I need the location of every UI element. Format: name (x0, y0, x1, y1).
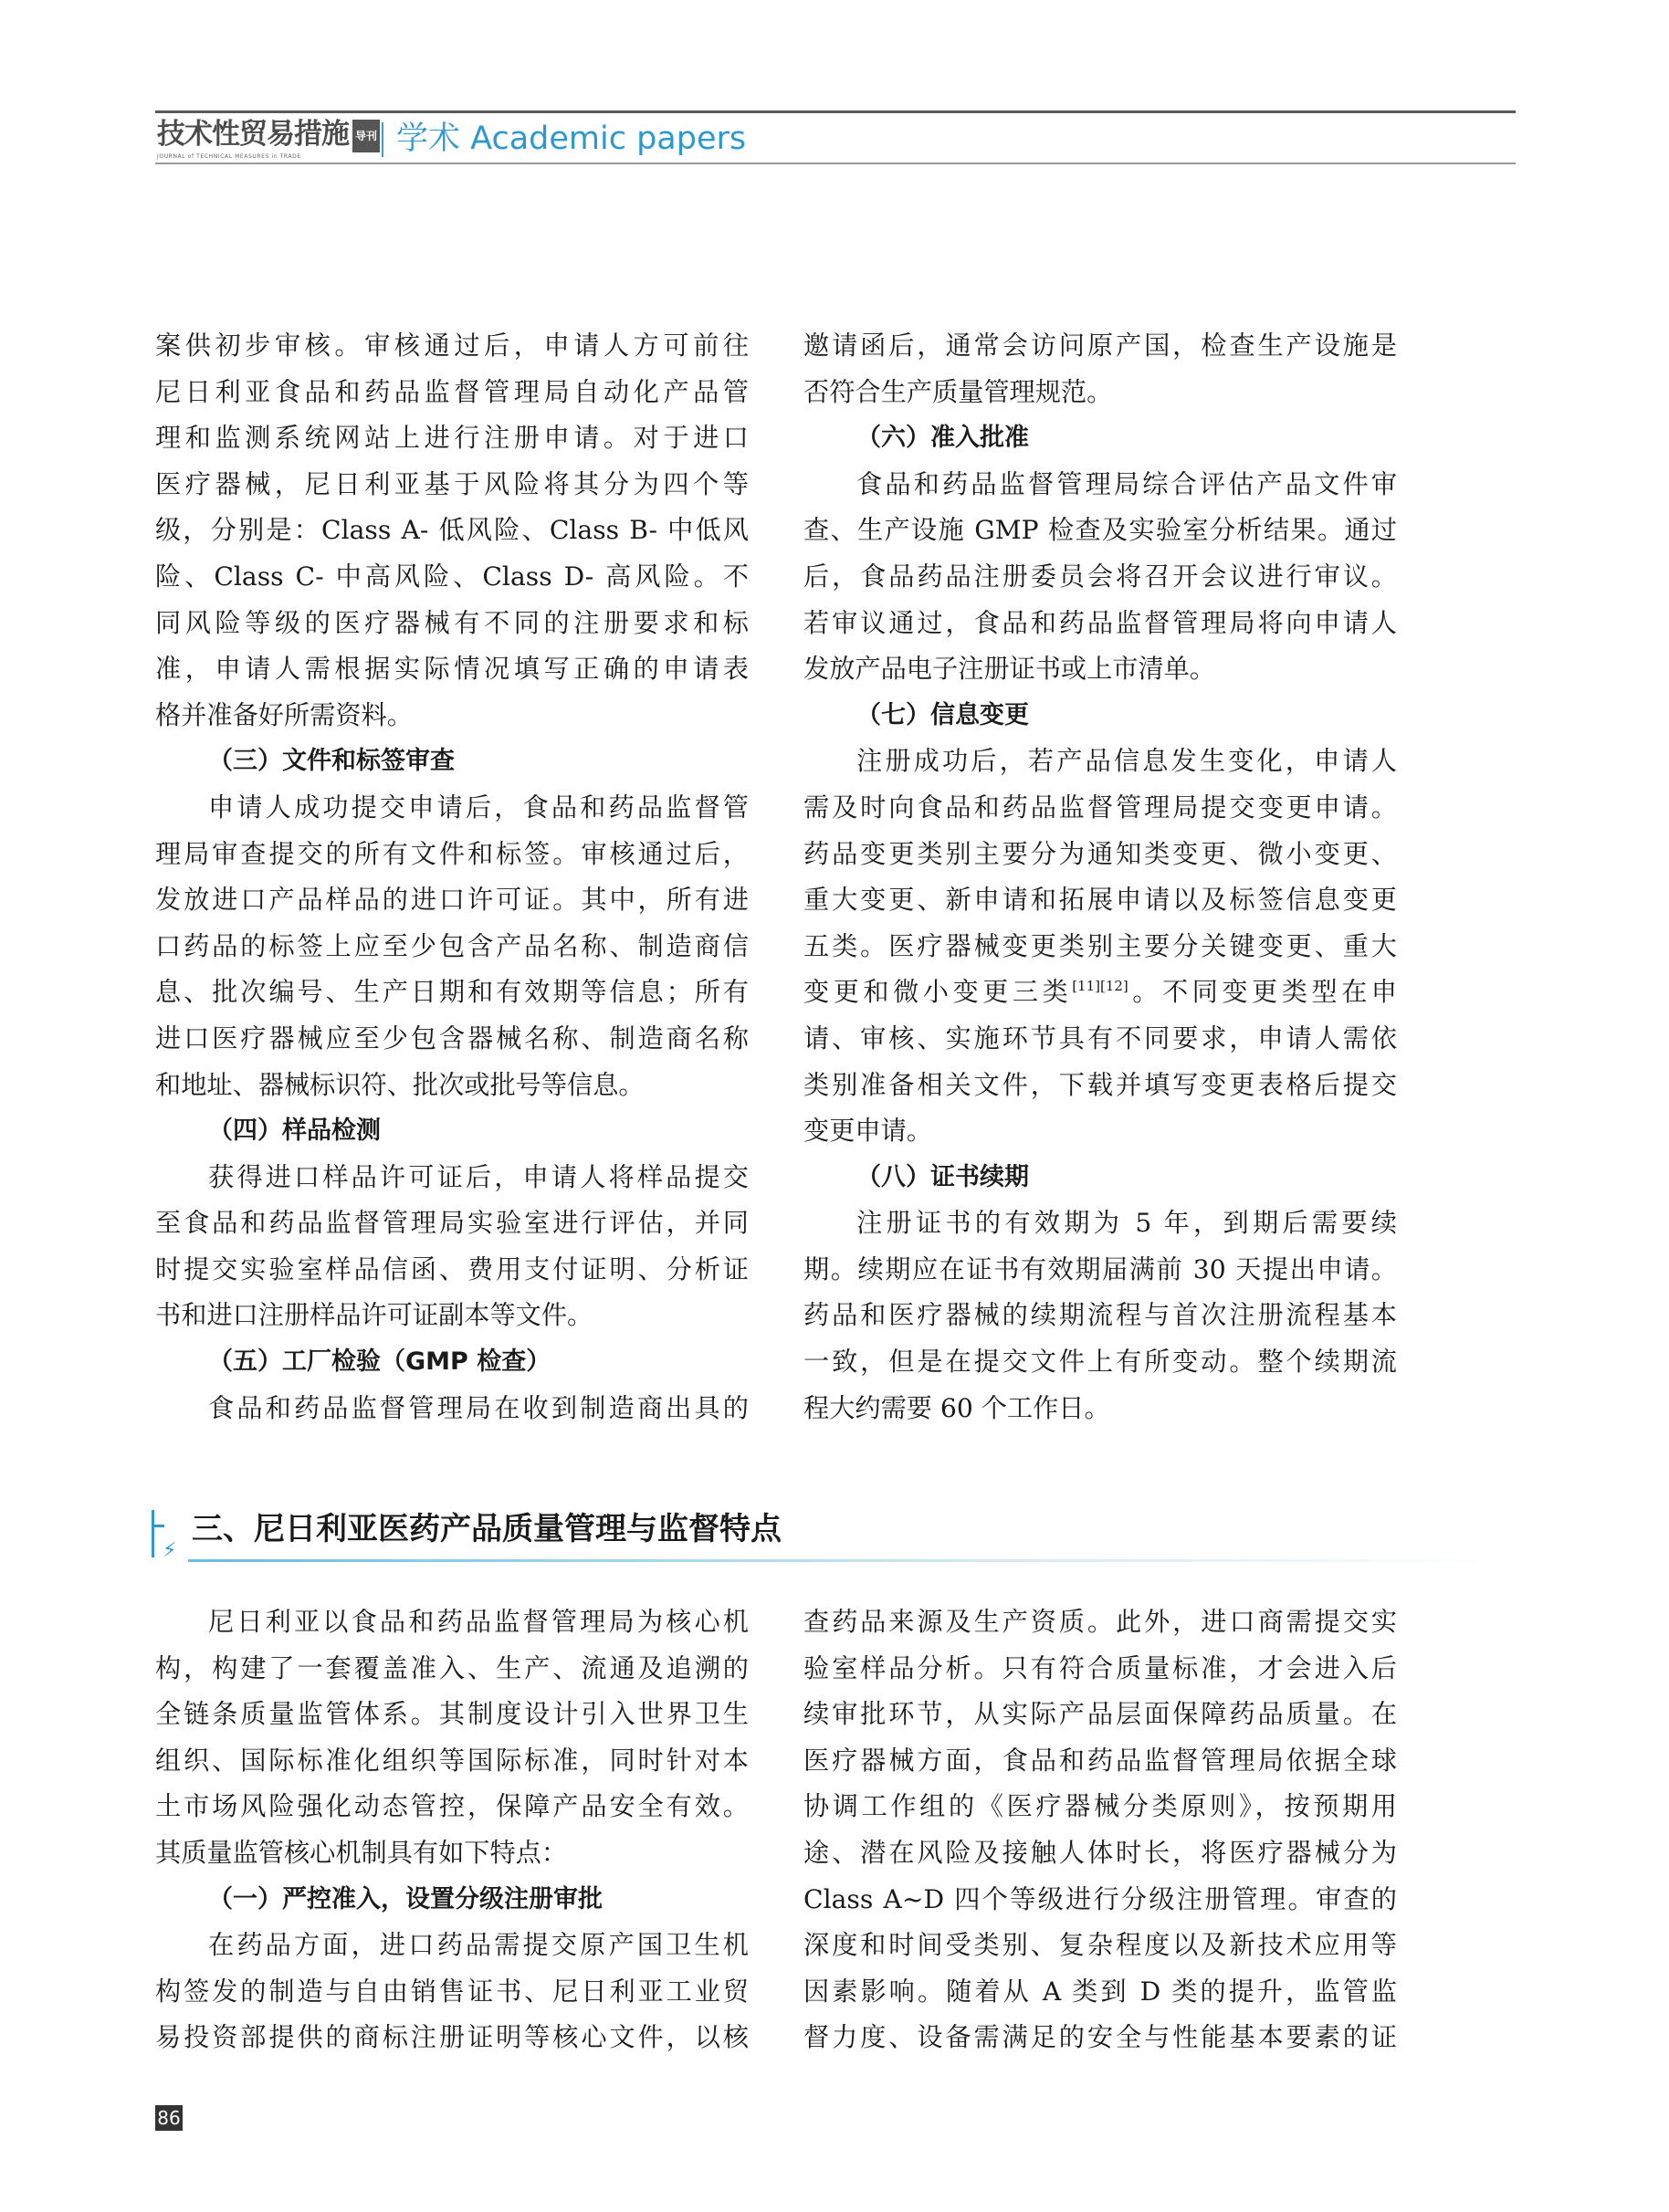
journal-badge: 导刊 (352, 120, 380, 152)
paragraph-line: 发放进口产品样品的进口许可证。其中，所有进 (155, 885, 749, 916)
subheading: （八）证书续期 (856, 1162, 1029, 1191)
journal-name-cn: 技术性贸易措施 (157, 118, 349, 151)
header-top-rule (155, 110, 1516, 113)
paragraph-line: 途、潜在风险及接触人体时长，将医疗器械分为 (803, 1837, 1397, 1868)
paragraph-line: 邀请函后，通常会访问原产国，检查生产设施是 (803, 330, 1397, 361)
paragraph-line: 食品和药品监督管理局在收到制造商出具的 (208, 1392, 749, 1423)
paragraph-line: 理局审查提交的所有文件和标签。审核通过后， (155, 838, 749, 869)
paragraph-line: 尼日利亚以食品和药品监督管理局为核心机 (208, 1607, 749, 1637)
top-left-column (155, 323, 749, 1431)
bottom-right-column (803, 1599, 1397, 2061)
paragraph-line: 获得进口样品许可证后，申请人将样品提交 (208, 1161, 749, 1192)
paragraph-line: 药品和医疗器械的续期流程与首次注册流程基本 (803, 1300, 1397, 1331)
paragraph-line: 其质量监管核心机制具有如下特点： (155, 1837, 568, 1868)
paragraph-line: 查药品来源及生产资质。此外，进口商需提交实 (803, 1607, 1397, 1637)
paragraph-line: Class A~D 四个等级进行分级注册管理。审查的 (803, 1883, 1397, 1914)
subheading: （一）严控准入，设置分级注册审批 (208, 1884, 603, 1913)
paragraph-line: 全链条质量监管体系。其制度设计引入世界卫生 (155, 1699, 749, 1730)
subheading: （七）信息变更 (856, 700, 1029, 729)
top-right-column (803, 323, 1397, 1431)
paragraph-line: 程大约需要 60 个工作日。 (803, 1392, 1110, 1423)
paragraph-line: 格并准备好所需资料。 (155, 699, 413, 730)
paragraph-line: 验室样品分析。只有符合质量标准，才会进入后 (803, 1652, 1397, 1683)
paragraph-segment: 。不同变更类型在申 (1128, 977, 1397, 1008)
paragraph-line: 药品变更类别主要分为通知类变更、微小变更、 (803, 838, 1397, 869)
paragraph-line: 在药品方面，进口药品需提交原产国卫生机 (208, 1930, 749, 1961)
paragraph-line: 土市场风险强化动态管控，保障产品安全有效。 (155, 1791, 749, 1822)
heading-tick (152, 1525, 164, 1527)
subheading: （六）准入批准 (856, 424, 1029, 453)
paragraph-line: 督力度、设备需满足的安全与性能基本要素的证 (803, 2022, 1397, 2053)
paragraph-segment: 变更和微小变更三类 (803, 977, 1073, 1008)
paragraph-line: 若审议通过，食品和药品监督管理局将向申请人 (803, 607, 1397, 638)
citation-ref[interactable]: [11][12] (1072, 978, 1128, 995)
paragraph-line: 级，分别是：Class A- 低风险、Class B- 中低风 (155, 515, 749, 546)
paragraph-line: 深度和时间受类别、复杂程度以及新技术应用等 (803, 1930, 1397, 1961)
paragraph-line: 至食品和药品监督管理局实验室进行评估，并同 (155, 1208, 749, 1239)
section-title: 三、尼日利亚医药产品质量管理与监督特点 (192, 1511, 782, 1547)
paragraph-line: 注册成功后，若产品信息发生变化，申请人 (856, 746, 1397, 777)
paragraph-line: 组织、国际标准化组织等国际标准，同时针对本 (155, 1745, 749, 1776)
paragraph-line: 易投资部提供的商标注册证明等核心文件，以核 (155, 2022, 749, 2053)
subheading: （三）文件和标签审查 (208, 747, 455, 776)
heading-bar (152, 1510, 154, 1557)
journal-name-en: JOURNAL of TECHNICAL MEASURES in TRADE (157, 152, 301, 160)
paragraph-line: 险、Class C- 中高风险、Class D- 高风险。不 (155, 561, 749, 592)
paragraph-line: 构签发的制造与自由销售证书、尼日利亚工业贸 (155, 1976, 749, 2007)
section-heading (152, 1504, 1521, 1568)
paragraph-line: 需及时向食品和药品监督管理局提交变更申请。 (803, 791, 1397, 823)
paragraph-line: 书和进口注册样品许可证副本等文件。 (155, 1300, 593, 1331)
subheading: （五）工厂检验（GMP 检查） (208, 1347, 551, 1377)
paragraph-line: 和地址、器械标识符、批次或批号等信息。 (155, 1069, 645, 1100)
header-bottom-rule (155, 162, 1516, 164)
paragraph-line: 息、批次编号、生产日期和有效期等信息；所有 (155, 977, 749, 1008)
paragraph-line: 期。续期应在证书有效期届满前 30 天提出申请。 (803, 1253, 1397, 1284)
paragraph-line: 查、生产设施 GMP 检查及实验室分析结果。通过 (803, 515, 1397, 546)
heading-underline (188, 1559, 1503, 1562)
section-tag: 学术 Academic papers (396, 121, 747, 157)
journal-logo (157, 119, 376, 161)
paragraph-line: 案供初步审核。审核通过后，申请人方可前往 (155, 330, 749, 361)
paragraph-line: 注册证书的有效期为 5 年，到期后需要续 (856, 1208, 1397, 1239)
paragraph-line: 类别准备相关文件，下载并填写变更表格后提交 (803, 1069, 1397, 1100)
paragraph-line: 理和监测系统网站上进行注册申请。对于进口 (155, 423, 749, 454)
header-divider (382, 122, 383, 157)
paragraph-line (803, 970, 1397, 1016)
paragraph-line: 食品和药品监督管理局综合评估产品文件审 (856, 468, 1397, 499)
paragraph-line: 发放产品电子注册证书或上市清单。 (803, 654, 1216, 685)
lightning-icon: ⚡ (163, 1539, 177, 1562)
paragraph-line: 准，申请人需根据实际情况填写正确的申请表 (155, 654, 749, 685)
paragraph-line: 医疗器械，尼日利亚基于风险将其分为四个等 (155, 468, 749, 499)
paragraph-line: 后，食品药品注册委员会将召开会议进行审议。 (803, 561, 1397, 592)
subheading: （四）样品检测 (208, 1116, 381, 1146)
paragraph-line: 变更申请。 (803, 1116, 932, 1147)
paragraph-line: 一致，但是在提交文件上有所变动。整个续期流 (803, 1347, 1397, 1378)
paragraph-line: 因素影响。随着从 A 类到 D 类的提升，监管监 (803, 1976, 1397, 2007)
paragraph-line: 续审批环节，从实际产品层面保障药品质量。在 (803, 1699, 1397, 1730)
paragraph-line: 请、审核、实施环节具有不同要求，申请人需依 (803, 1022, 1397, 1054)
paragraph-line: 协调工作组的《医疗器械分类原则》，按预期用 (803, 1791, 1397, 1822)
paragraph-line: 口药品的标签上应至少包含产品名称、制造商信 (155, 930, 749, 961)
paragraph-line: 申请人成功提交申请后，食品和药品监督管 (208, 791, 749, 823)
bottom-left-column (155, 1599, 749, 2061)
paragraph-line: 重大变更、新申请和拓展申请以及标签信息变更 (803, 885, 1397, 916)
paragraph-line: 构，构建了一套覆盖准入、生产、流通及追溯的 (155, 1652, 749, 1683)
paragraph-line: 进口医疗器械应至少包含器械名称、制造商名称 (155, 1022, 749, 1054)
paragraph-line: 时提交实验室样品信函、费用支付证明、分析证 (155, 1253, 749, 1284)
paragraph-line: 否符合生产质量管理规范。 (803, 376, 1113, 407)
paragraph-line: 医疗器械方面，食品和药品监督管理局依据全球 (803, 1745, 1397, 1776)
page-number: 86 (155, 2105, 183, 2131)
paragraph-line: 同风险等级的医疗器械有不同的注册要求和标 (155, 607, 749, 638)
paragraph-line: 五类。医疗器械变更类别主要分关键变更、重大 (803, 930, 1397, 961)
paragraph-line: 尼日利亚食品和药品监督管理局自动化产品管 (155, 376, 749, 407)
